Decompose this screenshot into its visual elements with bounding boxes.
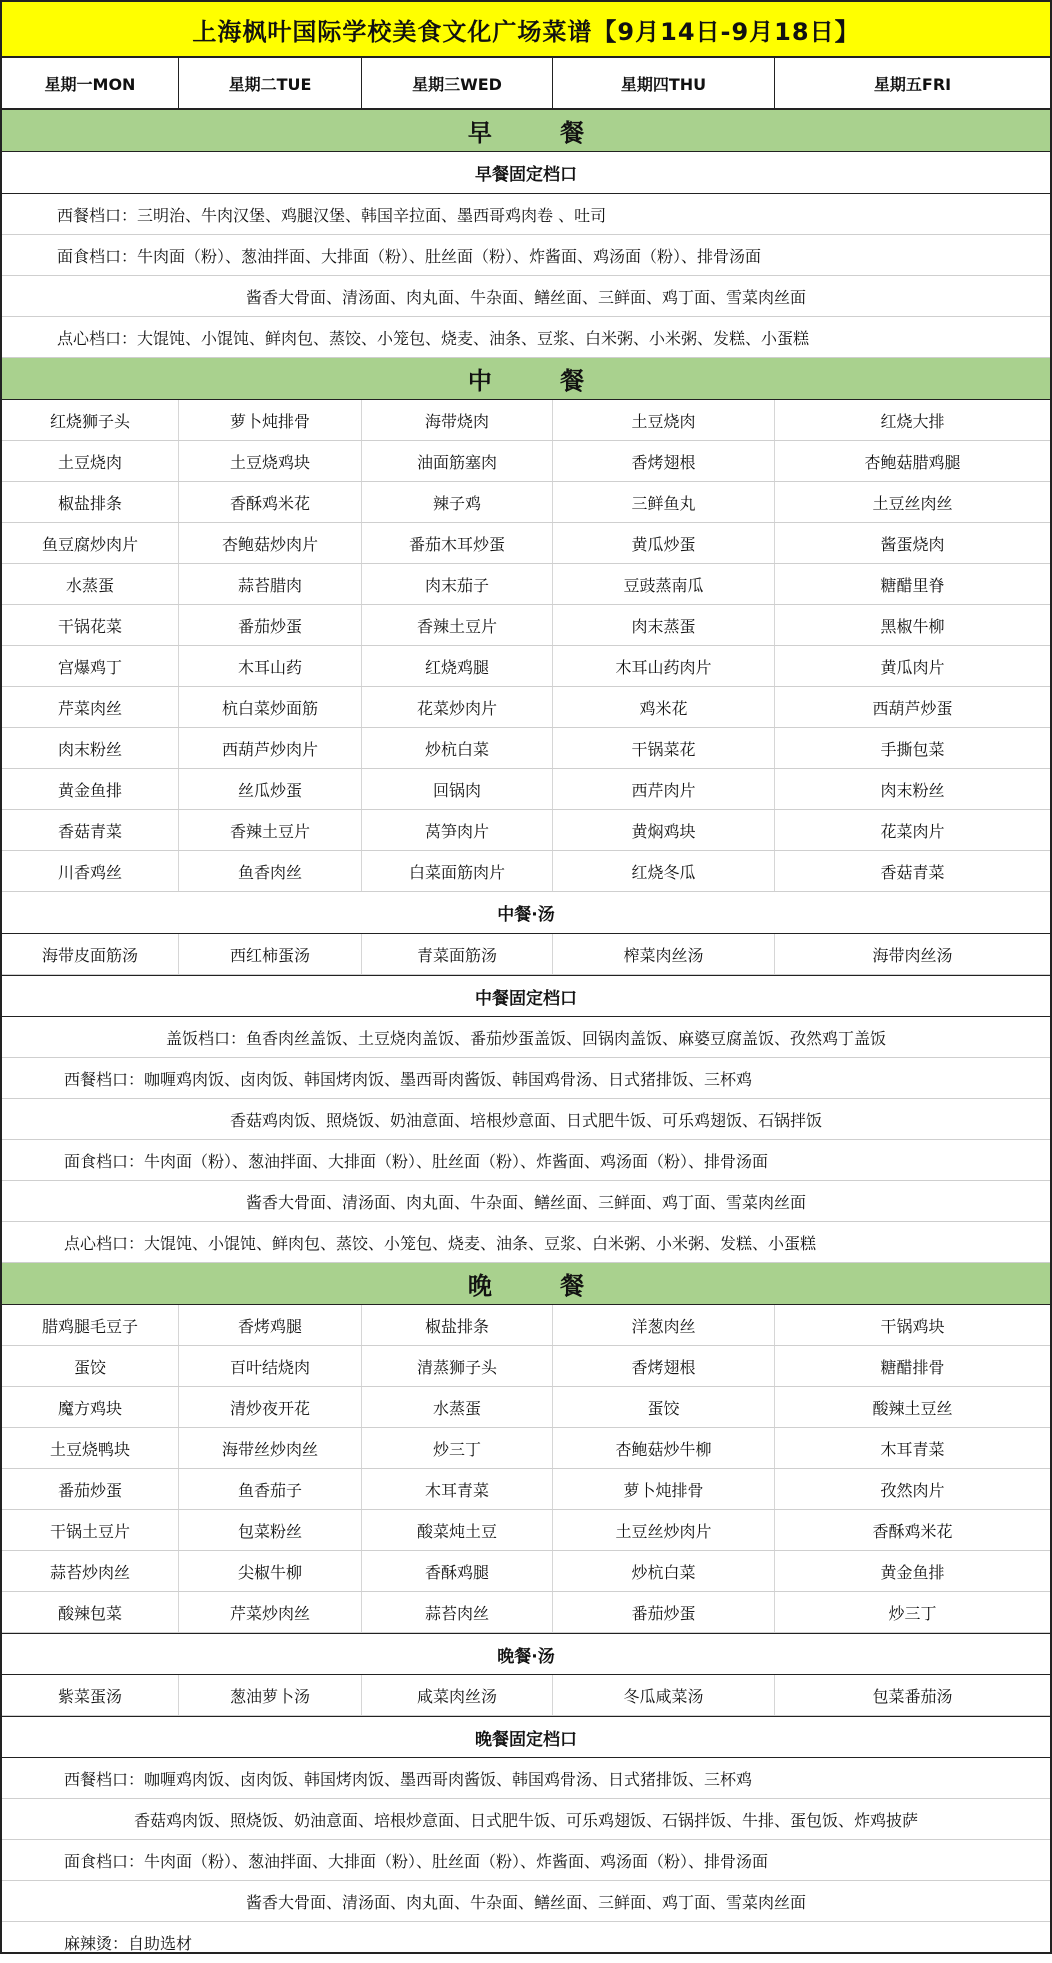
dish-cell: 黑椒牛柳 — [880, 616, 945, 636]
dish-row — [2, 1510, 1050, 1551]
dish-cell: 干锅鸡块 — [880, 1316, 945, 1336]
dish-cell: 蛋饺 — [2, 1346, 179, 1386]
dish-cell: 椒盐排条 — [362, 1305, 553, 1345]
dish-cell: 香烤鸡腿 — [179, 1305, 362, 1345]
lunch-soup-row — [2, 934, 1050, 975]
dish-cell: 海带丝炒肉丝 — [179, 1428, 362, 1468]
dish-cell: 木耳青菜 — [362, 1469, 553, 1509]
dish-cell: 香辣土豆片 — [362, 605, 553, 645]
dish-cell: 干锅花菜 — [2, 605, 179, 645]
dish-cell: 香菇青菜 — [880, 862, 945, 882]
dish-cell: 炒杭白菜 — [553, 1551, 775, 1591]
dish-cell: 莴笋肉片 — [362, 810, 553, 850]
soup-cell: 咸菜肉丝汤 — [362, 1675, 553, 1715]
dish-cell: 红烧鸡腿 — [362, 646, 553, 686]
dish-cell: 香酥鸡米花 — [179, 482, 362, 522]
dish-cell: 西葫芦炒蛋 — [872, 698, 953, 718]
dish-cell: 杏鲍菇炒肉片 — [179, 523, 362, 563]
dinner-fixed-title: 晚餐固定档口 — [2, 1716, 1050, 1758]
weekday-header — [2, 58, 1050, 110]
dinner-line: 麻辣烫：自助选材 — [64, 1934, 193, 1953]
soup-cell: 榨菜肉丝汤 — [553, 934, 775, 974]
dish-cell: 杏鲍菇腊鸡腿 — [864, 452, 961, 472]
dish-cell: 蒜苔肉丝 — [362, 1592, 553, 1632]
soup-cell: 包菜番茄汤 — [872, 1686, 953, 1706]
day-tue: 星期二TUE — [179, 58, 362, 108]
dish-cell: 清炒夜开花 — [179, 1387, 362, 1427]
day-thu: 星期四THU — [553, 58, 775, 108]
dish-cell: 肉末蒸蛋 — [553, 605, 775, 645]
dish-cell: 香辣土豆片 — [179, 810, 362, 850]
dish-row — [2, 564, 1050, 605]
lunch-line: 酱香大骨面、清汤面、肉丸面、牛杂面、鳝丝面、三鲜面、鸡丁面、雪菜肉丝面 — [2, 1181, 1050, 1222]
dish-cell: 土豆丝肉丝 — [872, 493, 953, 513]
dish-cell: 手撕包菜 — [880, 739, 945, 759]
dish-cell: 糖醋排骨 — [880, 1357, 945, 1377]
dish-cell: 萝卜炖排骨 — [179, 400, 362, 440]
dish-cell: 白菜面筋肉片 — [362, 851, 553, 891]
dish-cell: 豆豉蒸南瓜 — [553, 564, 775, 604]
lunch-line: 面食档口：牛肉面（粉）、葱油拌面、大排面（粉）、肚丝面（粉）、炸酱面、鸡汤面（粉）、排骨汤面 — [2, 1140, 1050, 1181]
dish-cell: 西芹肉片 — [553, 769, 775, 809]
dish-cell: 回锅肉 — [362, 769, 553, 809]
dish-row — [2, 1346, 1050, 1387]
dish-row — [2, 482, 1050, 523]
dish-cell: 炒三丁 — [362, 1428, 553, 1468]
soup-cell: 海带皮面筋汤 — [2, 934, 179, 974]
menu-title: 上海枫叶国际学校美食文化广场菜谱【9月14日-9月18日】 — [2, 2, 1050, 58]
dish-cell: 魔方鸡块 — [2, 1387, 179, 1427]
dish-cell: 杭白菜炒面筋 — [179, 687, 362, 727]
dish-cell: 花菜炒肉片 — [362, 687, 553, 727]
dish-cell: 番茄炒蛋 — [2, 1469, 179, 1509]
day-fri: 星期五FRI — [873, 74, 952, 94]
dish-cell: 红烧大排 — [880, 411, 945, 431]
dish-cell: 洋葱肉丝 — [553, 1305, 775, 1345]
dish-row — [2, 769, 1050, 810]
dish-cell: 木耳山药肉片 — [553, 646, 775, 686]
dish-row — [2, 441, 1050, 482]
dish-cell: 香烤翅根 — [553, 441, 775, 481]
dish-cell: 鸡米花 — [553, 687, 775, 727]
dish-cell: 肉末粉丝 — [880, 780, 945, 800]
dish-cell: 黄金鱼排 — [2, 769, 179, 809]
dish-cell: 炒杭白菜 — [362, 728, 553, 768]
dish-cell: 辣子鸡 — [362, 482, 553, 522]
dish-cell: 肉末粉丝 — [2, 728, 179, 768]
dish-cell: 土豆丝炒肉片 — [553, 1510, 775, 1550]
dish-cell: 尖椒牛柳 — [179, 1551, 362, 1591]
dish-cell: 炒三丁 — [888, 1603, 937, 1623]
dish-cell: 香菇青菜 — [2, 810, 179, 850]
dish-cell: 宫爆鸡丁 — [2, 646, 179, 686]
dish-cell: 黄瓜炒蛋 — [553, 523, 775, 563]
dish-cell: 酸菜炖土豆 — [362, 1510, 553, 1550]
dish-cell: 清蒸狮子头 — [362, 1346, 553, 1386]
dish-cell: 酱蛋烧肉 — [880, 534, 945, 554]
dish-cell: 蒜苔腊肉 — [179, 564, 362, 604]
dish-cell: 川香鸡丝 — [2, 851, 179, 891]
dish-row — [2, 728, 1050, 769]
dinner-dishes-grid — [2, 1305, 1050, 1633]
dish-cell: 土豆烧鸭块 — [2, 1428, 179, 1468]
dish-cell: 番茄木耳炒蛋 — [362, 523, 553, 563]
dish-cell: 蒜苔炒肉丝 — [2, 1551, 179, 1591]
dish-cell: 水蒸蛋 — [2, 564, 179, 604]
dish-cell: 红烧冬瓜 — [553, 851, 775, 891]
dish-row — [2, 400, 1050, 441]
dish-cell: 干锅土豆片 — [2, 1510, 179, 1550]
dish-cell: 酸辣包菜 — [2, 1592, 179, 1632]
dish-cell: 百叶结烧肉 — [179, 1346, 362, 1386]
lunch-soup-title: 中餐·汤 — [2, 892, 1050, 934]
lunch-dishes-grid — [2, 400, 1050, 892]
dinner-soup-row — [2, 1675, 1050, 1716]
dinner-line: 面食档口：牛肉面（粉）、葱油拌面、大排面（粉）、肚丝面（粉）、炸酱面、鸡汤面（粉）、排骨汤面 — [2, 1840, 1050, 1881]
dish-cell: 鱼香茄子 — [179, 1469, 362, 1509]
dish-cell: 干锅菜花 — [553, 728, 775, 768]
dinner-line: 西餐档口：咖喱鸡肉饭、卤肉饭、韩国烤肉饭、墨西哥肉酱饭、韩国鸡骨汤、日式猪排饭、三杯鸡 — [2, 1758, 1050, 1799]
dish-row — [2, 1387, 1050, 1428]
dish-cell: 鱼香肉丝 — [179, 851, 362, 891]
lunch-line: 西餐档口：咖喱鸡肉饭、卤肉饭、韩国烤肉饭、墨西哥肉酱饭、韩国鸡骨汤、日式猪排饭、三杯鸡 — [2, 1058, 1050, 1099]
dinner-line: 香菇鸡肉饭、照烧饭、奶油意面、培根炒意面、日式肥牛饭、可乐鸡翅饭、石锅拌饭、牛排、蛋包饭、炸鸡披萨 — [2, 1799, 1050, 1840]
dish-cell: 水蒸蛋 — [362, 1387, 553, 1427]
dinner-band: 晚 餐 — [2, 1263, 1050, 1305]
dish-cell: 油面筋塞肉 — [362, 441, 553, 481]
dish-cell: 肉末茄子 — [362, 564, 553, 604]
dish-cell: 黄金鱼排 — [880, 1562, 945, 1582]
day-mon: 星期一MON — [2, 58, 179, 108]
breakfast-line: 点心档口：大馄饨、小馄饨、鲜肉包、蒸饺、小笼包、烧麦、油条、豆浆、白米粥、小米粥、发糕、小蛋糕 — [2, 317, 1050, 358]
dish-cell: 包菜粉丝 — [179, 1510, 362, 1550]
dish-cell: 芹菜肉丝 — [2, 687, 179, 727]
dish-cell: 木耳青菜 — [880, 1439, 945, 1459]
dish-cell: 番茄炒蛋 — [179, 605, 362, 645]
lunch-line: 盖饭档口：鱼香肉丝盖饭、土豆烧肉盖饭、番茄炒蛋盖饭、回锅肉盖饭、麻婆豆腐盖饭、孜然鸡丁盖饭 — [2, 1017, 1050, 1058]
dish-cell: 花菜肉片 — [880, 821, 945, 841]
dish-cell: 芹菜炒肉丝 — [179, 1592, 362, 1632]
dish-cell: 西葫芦炒肉片 — [179, 728, 362, 768]
breakfast-band: 早 餐 — [2, 110, 1050, 152]
lunch-fixed-title: 中餐固定档口 — [2, 975, 1050, 1017]
soup-cell: 西红柿蛋汤 — [179, 934, 362, 974]
breakfast-line: 西餐档口：三明治、牛肉汉堡、鸡腿汉堡、韩国辛拉面、墨西哥鸡肉卷 、吐司 — [2, 194, 1050, 235]
lunch-line: 点心档口：大馄饨、小馄饨、鲜肉包、蒸饺、小笼包、烧麦、油条、豆浆、白米粥、小米粥、发糕、小蛋糕 — [2, 1222, 1050, 1263]
lunch-band: 中 餐 — [2, 358, 1050, 400]
dish-cell: 木耳山药 — [179, 646, 362, 686]
soup-cell: 冬瓜咸菜汤 — [553, 1675, 775, 1715]
dish-cell: 香酥鸡米花 — [872, 1521, 953, 1541]
breakfast-line: 面食档口：牛肉面（粉）、葱油拌面、大排面（粉）、肚丝面（粉）、炸酱面、鸡汤面（粉）、排骨汤面 — [2, 235, 1050, 276]
dish-row — [2, 605, 1050, 646]
dish-row — [2, 1551, 1050, 1592]
lunch-line: 香菇鸡肉饭、照烧饭、奶油意面、培根炒意面、日式肥牛饭、可乐鸡翅饭、石锅拌饭 — [2, 1099, 1050, 1140]
dish-cell: 番茄炒蛋 — [553, 1592, 775, 1632]
dish-row — [2, 1305, 1050, 1346]
dish-cell: 海带烧肉 — [362, 400, 553, 440]
dish-cell: 孜然肉片 — [880, 1480, 945, 1500]
soup-cell: 海带肉丝汤 — [872, 945, 953, 965]
dish-row — [2, 1592, 1050, 1633]
dish-cell: 香酥鸡腿 — [362, 1551, 553, 1591]
dish-cell: 鱼豆腐炒肉片 — [2, 523, 179, 563]
soup-cell: 葱油萝卜汤 — [179, 1675, 362, 1715]
breakfast-fixed-title: 早餐固定档口 — [2, 152, 1050, 194]
dish-cell: 丝瓜炒蛋 — [179, 769, 362, 809]
dish-cell: 黄焖鸡块 — [553, 810, 775, 850]
dish-row — [2, 1469, 1050, 1510]
day-wed: 星期三WED — [362, 58, 553, 108]
dish-row — [2, 1428, 1050, 1469]
dish-cell: 糖醋里脊 — [880, 575, 945, 595]
dish-cell: 萝卜炖排骨 — [553, 1469, 775, 1509]
dish-cell: 腊鸡腿毛豆子 — [2, 1305, 179, 1345]
dish-row — [2, 810, 1050, 851]
dinner-line: 酱香大骨面、清汤面、肉丸面、牛杂面、鳝丝面、三鲜面、鸡丁面、雪菜肉丝面 — [2, 1881, 1050, 1922]
dish-cell: 杏鲍菇炒牛柳 — [553, 1428, 775, 1468]
dish-cell: 土豆烧肉 — [553, 400, 775, 440]
soup-cell: 青菜面筋汤 — [362, 934, 553, 974]
breakfast-line: 酱香大骨面、清汤面、肉丸面、牛杂面、鳝丝面、三鲜面、鸡丁面、雪菜肉丝面 — [2, 276, 1050, 317]
dish-cell: 椒盐排条 — [2, 482, 179, 522]
dish-cell: 蛋饺 — [553, 1387, 775, 1427]
dish-cell: 三鲜鱼丸 — [553, 482, 775, 522]
dish-row — [2, 523, 1050, 564]
dish-row — [2, 687, 1050, 728]
dish-row — [2, 646, 1050, 687]
dinner-soup-title: 晚餐·汤 — [2, 1633, 1050, 1675]
soup-cell: 紫菜蛋汤 — [2, 1675, 179, 1715]
dish-cell: 红烧狮子头 — [2, 400, 179, 440]
dish-cell: 土豆烧鸡块 — [179, 441, 362, 481]
dish-cell: 香烤翅根 — [553, 1346, 775, 1386]
dish-cell: 黄瓜肉片 — [880, 657, 945, 677]
dish-row — [2, 851, 1050, 892]
dish-cell: 酸辣土豆丝 — [872, 1398, 953, 1418]
dish-cell: 土豆烧肉 — [2, 441, 179, 481]
